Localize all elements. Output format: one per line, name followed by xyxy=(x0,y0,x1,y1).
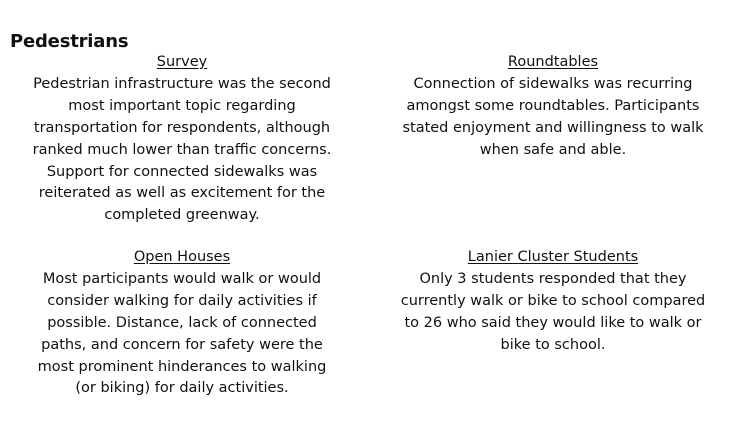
open-houses-line: (or biking) for daily activities. xyxy=(75,380,289,397)
open-houses-line: consider walking for daily activities if xyxy=(47,292,317,309)
survey-line: most important topic regarding xyxy=(68,97,296,114)
survey-title: Survey xyxy=(156,54,208,70)
survey-section xyxy=(12,52,352,227)
page-heading: Pedestrians xyxy=(10,31,129,52)
survey-line: completed greenway. xyxy=(104,207,260,224)
roundtables-line: Connection of sidewalks was recurring xyxy=(413,75,693,92)
roundtables-line: when safe and able. xyxy=(479,141,627,158)
open-houses-line: most prominent hinderances to walking xyxy=(37,358,327,375)
survey-line: reiterated as well as excitement for the xyxy=(38,185,326,202)
survey-line: transportation for respondents, although xyxy=(33,119,331,136)
lanier-line: to 26 who said they would like to walk or xyxy=(404,314,702,331)
survey-line: Support for connected sidewalks was xyxy=(46,163,318,180)
lanier-line: currently walk or bike to school compared xyxy=(400,292,706,309)
open-houses-section xyxy=(12,247,352,400)
lanier-cluster-students-body xyxy=(380,269,726,357)
roundtables-line: amongst some roundtables. Participants xyxy=(406,97,700,114)
roundtables-title: Roundtables xyxy=(507,54,599,70)
open-houses-line: possible. Distance, lack of connected xyxy=(47,314,317,331)
open-houses-line: paths, and concern for safety were the xyxy=(41,336,323,353)
roundtables-line: stated enjoyment and willingness to walk xyxy=(402,119,704,136)
open-houses-line: Most participants would walk or would xyxy=(42,270,322,287)
roundtables-body xyxy=(380,74,726,162)
open-houses-title: Open Houses xyxy=(133,249,231,265)
lanier-cluster-students-section xyxy=(380,247,726,357)
survey-body xyxy=(12,74,352,227)
lanier-line: Only 3 students responded that they xyxy=(419,270,687,287)
survey-line: ranked much lower than traffic concerns. xyxy=(32,141,332,158)
survey-line: Pedestrian infrastructure was the second xyxy=(33,75,331,92)
lanier-line: bike to school. xyxy=(500,336,606,353)
lanier-cluster-students-title: Lanier Cluster Students xyxy=(467,249,639,265)
open-houses-body xyxy=(12,269,352,400)
roundtables-section xyxy=(380,52,726,162)
